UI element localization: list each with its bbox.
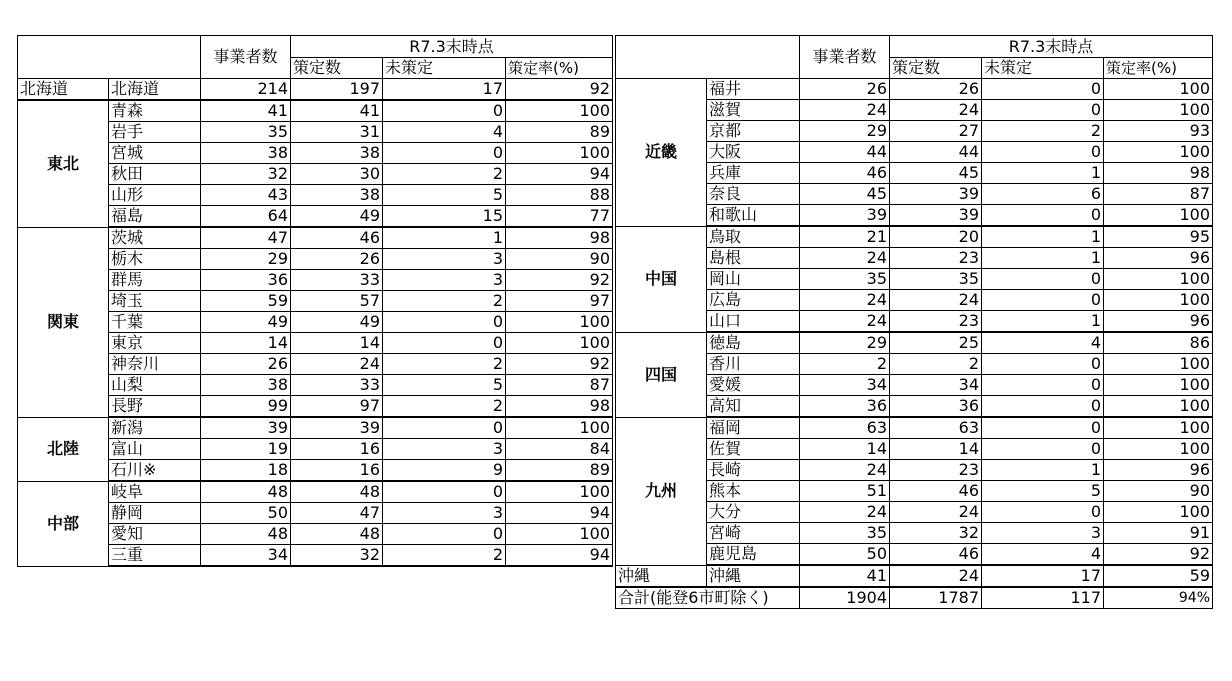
jigyosha-count: 29 [800,332,890,354]
sakutei-rate: 100 [1104,100,1213,121]
prefecture-name: 群馬 [109,270,201,291]
sakutei-count: 49 [291,206,383,228]
misakutei-count: 9 [383,460,506,482]
misakutei-count: 2 [383,291,506,312]
sakutei-count: 39 [890,205,982,227]
misakutei-count: 1 [982,226,1104,248]
sakutei-count: 14 [291,333,383,354]
sakutei-count: 197 [291,79,383,101]
misakutei-count: 0 [982,79,1104,100]
prefecture-name: 広島 [707,290,800,311]
sakutei-count: 38 [291,185,383,206]
region-name: 北陸 [18,417,109,481]
table-row [616,332,1213,354]
misakutei-count: 5 [383,185,506,206]
prefecture-name: 島根 [707,248,800,269]
sakutei-count: 31 [291,122,383,143]
jigyosha-count: 34 [201,545,291,567]
region-name: 関東 [18,227,109,417]
jigyosha-count: 19 [201,439,291,460]
jigyosha-count: 26 [201,354,291,375]
header-rate: 策定率(%) [1104,58,1213,79]
misakutei-count: 2 [383,545,506,567]
sakutei-rate: 94 [506,545,613,567]
prefecture-name: 和歌山 [707,205,800,227]
jigyosha-count: 63 [800,417,890,439]
jigyosha-count: 50 [201,503,291,524]
misakutei-count: 1 [982,163,1104,184]
prefecture-name: 青森 [109,100,201,122]
header-blank [616,36,800,79]
jigyosha-count: 44 [800,142,890,163]
sakutei-rate: 93 [1104,121,1213,142]
sakutei-count: 97 [291,396,383,418]
sakutei-rate: 98 [1104,163,1213,184]
prefecture-name: 千葉 [109,312,201,333]
prefecture-name: 鳥取 [707,226,800,248]
sakutei-rate: 92 [506,270,613,291]
sakutei-count: 45 [890,163,982,184]
sakutei-count: 32 [291,545,383,567]
region-name: 中部 [18,481,109,566]
misakutei-count: 0 [383,100,506,122]
prefecture-name: 山口 [707,311,800,333]
right-table-body [616,79,1213,588]
prefecture-name: 山形 [109,185,201,206]
region-name: 東北 [18,100,109,227]
misakutei-count: 4 [982,332,1104,354]
left-table [17,35,613,567]
sakutei-count: 26 [890,79,982,100]
misakutei-count: 0 [982,290,1104,311]
sakutei-rate: 87 [1104,184,1213,205]
sakutei-rate: 100 [1104,502,1213,523]
misakutei-count: 0 [982,269,1104,290]
misakutei-count: 2 [982,121,1104,142]
region-name: 九州 [616,417,707,565]
misakutei-count: 0 [982,417,1104,439]
sakutei-rate: 100 [1104,417,1213,439]
prefecture-name: 兵庫 [707,163,800,184]
jigyosha-count: 14 [201,333,291,354]
prefecture-name: 長崎 [707,460,800,481]
sakutei-rate: 96 [1104,460,1213,481]
sakutei-rate: 59 [1104,565,1213,587]
sakutei-rate: 92 [506,79,613,101]
misakutei-count: 17 [982,565,1104,587]
sakutei-count: 39 [291,417,383,439]
header-rate: 策定率(%) [506,58,613,79]
header-blank [18,36,201,79]
sakutei-rate: 89 [506,460,613,482]
prefecture-name: 静岡 [109,503,201,524]
jigyosha-count: 2 [800,354,890,375]
table-row [18,100,613,122]
table-row [18,417,613,439]
sakutei-count: 39 [890,184,982,205]
sakutei-count: 33 [291,270,383,291]
sakutei-count: 20 [890,226,982,248]
jigyosha-count: 24 [800,100,890,121]
table-row [616,565,1213,587]
prefecture-name: 福井 [707,79,800,100]
prefecture-name: 東京 [109,333,201,354]
sakutei-count: 47 [291,503,383,524]
misakutei-count: 0 [383,333,506,354]
sakutei-count: 63 [890,417,982,439]
misakutei-count: 1 [982,460,1104,481]
sakutei-rate: 84 [506,439,613,460]
sakutei-rate: 92 [1104,544,1213,566]
jigyosha-count: 24 [800,248,890,269]
prefecture-name: 沖縄 [707,565,800,587]
sakutei-rate: 89 [506,122,613,143]
jigyosha-count: 24 [800,502,890,523]
prefecture-name: 奈良 [707,184,800,205]
sakutei-rate: 94 [506,164,613,185]
sakutei-count: 24 [890,502,982,523]
total-rate: 94% [1104,587,1213,609]
sakutei-rate: 97 [506,291,613,312]
sakutei-count: 34 [890,375,982,396]
prefecture-name: 埼玉 [109,291,201,312]
sakutei-rate: 87 [506,375,613,396]
table-row [18,481,613,503]
misakutei-count: 3 [383,503,506,524]
jigyosha-count: 35 [800,523,890,544]
prefecture-name: 福島 [109,206,201,228]
sakutei-count: 26 [291,249,383,270]
prefecture-name: 香川 [707,354,800,375]
sakutei-rate: 100 [1104,142,1213,163]
misakutei-count: 0 [982,142,1104,163]
table-row [616,417,1213,439]
sakutei-rate: 90 [1104,481,1213,502]
region-name: 北海道 [18,79,109,101]
misakutei-count: 4 [982,544,1104,566]
sakutei-rate: 100 [506,417,613,439]
misakutei-count: 15 [383,206,506,228]
sakutei-rate: 94 [506,503,613,524]
prefecture-name: 新潟 [109,417,201,439]
misakutei-count: 0 [982,502,1104,523]
region-name: 沖縄 [616,565,707,587]
sakutei-count: 46 [291,227,383,249]
jigyosha-count: 21 [800,226,890,248]
prefecture-name: 岡山 [707,269,800,290]
sakutei-count: 14 [890,439,982,460]
sakutei-rate: 100 [1104,439,1213,460]
jigyosha-count: 34 [800,375,890,396]
jigyosha-count: 24 [800,311,890,333]
table-row [616,226,1213,248]
sakutei-rate: 100 [1104,290,1213,311]
prefecture-name: 茨城 [109,227,201,249]
prefecture-name: 愛媛 [707,375,800,396]
jigyosha-count: 39 [800,205,890,227]
sakutei-count: 25 [890,332,982,354]
jigyosha-count: 39 [201,417,291,439]
sakutei-rate: 77 [506,206,613,228]
sakutei-rate: 91 [1104,523,1213,544]
prefecture-name: 長野 [109,396,201,418]
sakutei-rate: 100 [506,100,613,122]
sakutei-rate: 98 [506,227,613,249]
jigyosha-count: 64 [201,206,291,228]
misakutei-count: 0 [383,481,506,503]
misakutei-count: 0 [383,417,506,439]
sakutei-rate: 90 [506,249,613,270]
prefecture-name: 神奈川 [109,354,201,375]
misakutei-count: 0 [982,354,1104,375]
sakutei-count: 48 [291,481,383,503]
misakutei-count: 3 [383,270,506,291]
left-table-body [18,79,613,567]
prefecture-name: 大阪 [707,142,800,163]
total-label: 合計(能登6市町除く) [616,587,800,609]
jigyosha-count: 36 [800,396,890,418]
sakutei-count: 23 [890,311,982,333]
sakutei-rate: 96 [1104,311,1213,333]
table-row [616,79,1213,100]
sakutei-rate: 100 [1104,205,1213,227]
misakutei-count: 3 [383,249,506,270]
jigyosha-count: 36 [201,270,291,291]
sakutei-rate: 100 [506,312,613,333]
sakutei-count: 46 [890,544,982,566]
prefecture-name: 山梨 [109,375,201,396]
sakutei-rate: 86 [1104,332,1213,354]
jigyosha-count: 38 [201,143,291,164]
sakutei-rate: 100 [506,524,613,545]
sakutei-count: 30 [291,164,383,185]
misakutei-count: 0 [982,439,1104,460]
misakutei-count: 5 [982,481,1104,502]
misakutei-count: 2 [383,396,506,418]
sakutei-rate: 100 [506,333,613,354]
region-name: 中国 [616,226,707,332]
prefecture-name: 佐賀 [707,439,800,460]
header-misakutei: 未策定 [982,58,1104,79]
table-row [18,227,613,249]
misakutei-count: 0 [982,375,1104,396]
misakutei-count: 1 [383,227,506,249]
misakutei-count: 4 [383,122,506,143]
sakutei-count: 27 [890,121,982,142]
jigyosha-count: 48 [201,481,291,503]
sakutei-count: 23 [890,460,982,481]
sakutei-count: 16 [291,460,383,482]
header-jigyosha: 事業者数 [800,36,890,79]
jigyosha-count: 32 [201,164,291,185]
header-period: R7.3末時点 [291,36,613,58]
jigyosha-count: 43 [201,185,291,206]
sakutei-count: 38 [291,143,383,164]
prefecture-name: 宮城 [109,143,201,164]
sakutei-count: 48 [291,524,383,545]
header-sakutei: 策定数 [291,58,383,79]
region-name: 近畿 [616,79,707,227]
prefecture-name: 愛知 [109,524,201,545]
prefecture-name: 徳島 [707,332,800,354]
jigyosha-count: 41 [201,100,291,122]
jigyosha-count: 18 [201,460,291,482]
jigyosha-count: 24 [800,460,890,481]
prefecture-name: 石川※ [109,460,201,482]
sakutei-count: 24 [890,290,982,311]
misakutei-count: 17 [383,79,506,101]
jigyosha-count: 35 [800,269,890,290]
sakutei-count: 44 [890,142,982,163]
jigyosha-count: 24 [800,290,890,311]
sakutei-count: 36 [890,396,982,418]
sakutei-count: 24 [890,565,982,587]
sakutei-count: 24 [291,354,383,375]
prefecture-name: 岐阜 [109,481,201,503]
prefecture-name: 宮崎 [707,523,800,544]
misakutei-count: 2 [383,164,506,185]
jigyosha-count: 51 [800,481,890,502]
misakutei-count: 2 [383,354,506,375]
jigyosha-count: 214 [201,79,291,101]
sakutei-rate: 100 [506,143,613,164]
misakutei-count: 0 [982,100,1104,121]
prefecture-name: 滋賀 [707,100,800,121]
right-table [615,35,1213,609]
sakutei-rate: 100 [506,481,613,503]
jigyosha-count: 38 [201,375,291,396]
prefecture-name: 京都 [707,121,800,142]
table-row [18,79,613,101]
jigyosha-count: 48 [201,524,291,545]
sakutei-count: 33 [291,375,383,396]
sakutei-count: 32 [890,523,982,544]
jigyosha-count: 46 [800,163,890,184]
jigyosha-count: 59 [201,291,291,312]
jigyosha-count: 35 [201,122,291,143]
sakutei-count: 57 [291,291,383,312]
header-sakutei: 策定数 [890,58,982,79]
misakutei-count: 0 [383,524,506,545]
prefecture-name: 秋田 [109,164,201,185]
sakutei-rate: 95 [1104,226,1213,248]
prefecture-name: 高知 [707,396,800,418]
prefecture-name: 岩手 [109,122,201,143]
misakutei-count: 0 [982,205,1104,227]
prefecture-name: 熊本 [707,481,800,502]
prefecture-name: 鹿児島 [707,544,800,566]
jigyosha-count: 47 [201,227,291,249]
sakutei-rate: 96 [1104,248,1213,269]
sakutei-rate: 100 [1104,354,1213,375]
total-jigyosha: 1904 [800,587,890,609]
misakutei-count: 3 [982,523,1104,544]
misakutei-count: 1 [982,248,1104,269]
sakutei-rate: 100 [1104,375,1213,396]
misakutei-count: 3 [383,439,506,460]
sakutei-rate: 100 [1104,79,1213,100]
sakutei-count: 2 [890,354,982,375]
jigyosha-count: 14 [800,439,890,460]
prefecture-name: 福岡 [707,417,800,439]
sakutei-count: 46 [890,481,982,502]
sakutei-rate: 100 [1104,269,1213,290]
misakutei-count: 0 [982,396,1104,418]
prefecture-name: 栃木 [109,249,201,270]
region-name: 四国 [616,332,707,417]
jigyosha-count: 26 [800,79,890,100]
misakutei-count: 0 [383,312,506,333]
misakutei-count: 1 [982,311,1104,333]
sakutei-rate: 98 [506,396,613,418]
jigyosha-count: 41 [800,565,890,587]
jigyosha-count: 45 [800,184,890,205]
prefecture-name: 北海道 [109,79,201,101]
sakutei-rate: 100 [1104,396,1213,418]
misakutei-count: 0 [383,143,506,164]
sakutei-count: 49 [291,312,383,333]
sakutei-count: 41 [291,100,383,122]
sakutei-rate: 92 [506,354,613,375]
prefecture-name: 三重 [109,545,201,567]
total-sakutei: 1787 [890,587,982,609]
jigyosha-count: 29 [201,249,291,270]
sakutei-count: 24 [890,100,982,121]
header-jigyosha: 事業者数 [201,36,291,79]
sakutei-rate: 88 [506,185,613,206]
header-misakutei: 未策定 [383,58,506,79]
sakutei-count: 35 [890,269,982,290]
sakutei-count: 23 [890,248,982,269]
total-misakutei: 117 [982,587,1104,609]
prefecture-name: 富山 [109,439,201,460]
header-period: R7.3末時点 [890,36,1213,58]
misakutei-count: 5 [383,375,506,396]
jigyosha-count: 50 [800,544,890,566]
jigyosha-count: 99 [201,396,291,418]
misakutei-count: 6 [982,184,1104,205]
jigyosha-count: 49 [201,312,291,333]
prefecture-name: 大分 [707,502,800,523]
sakutei-count: 16 [291,439,383,460]
jigyosha-count: 29 [800,121,890,142]
